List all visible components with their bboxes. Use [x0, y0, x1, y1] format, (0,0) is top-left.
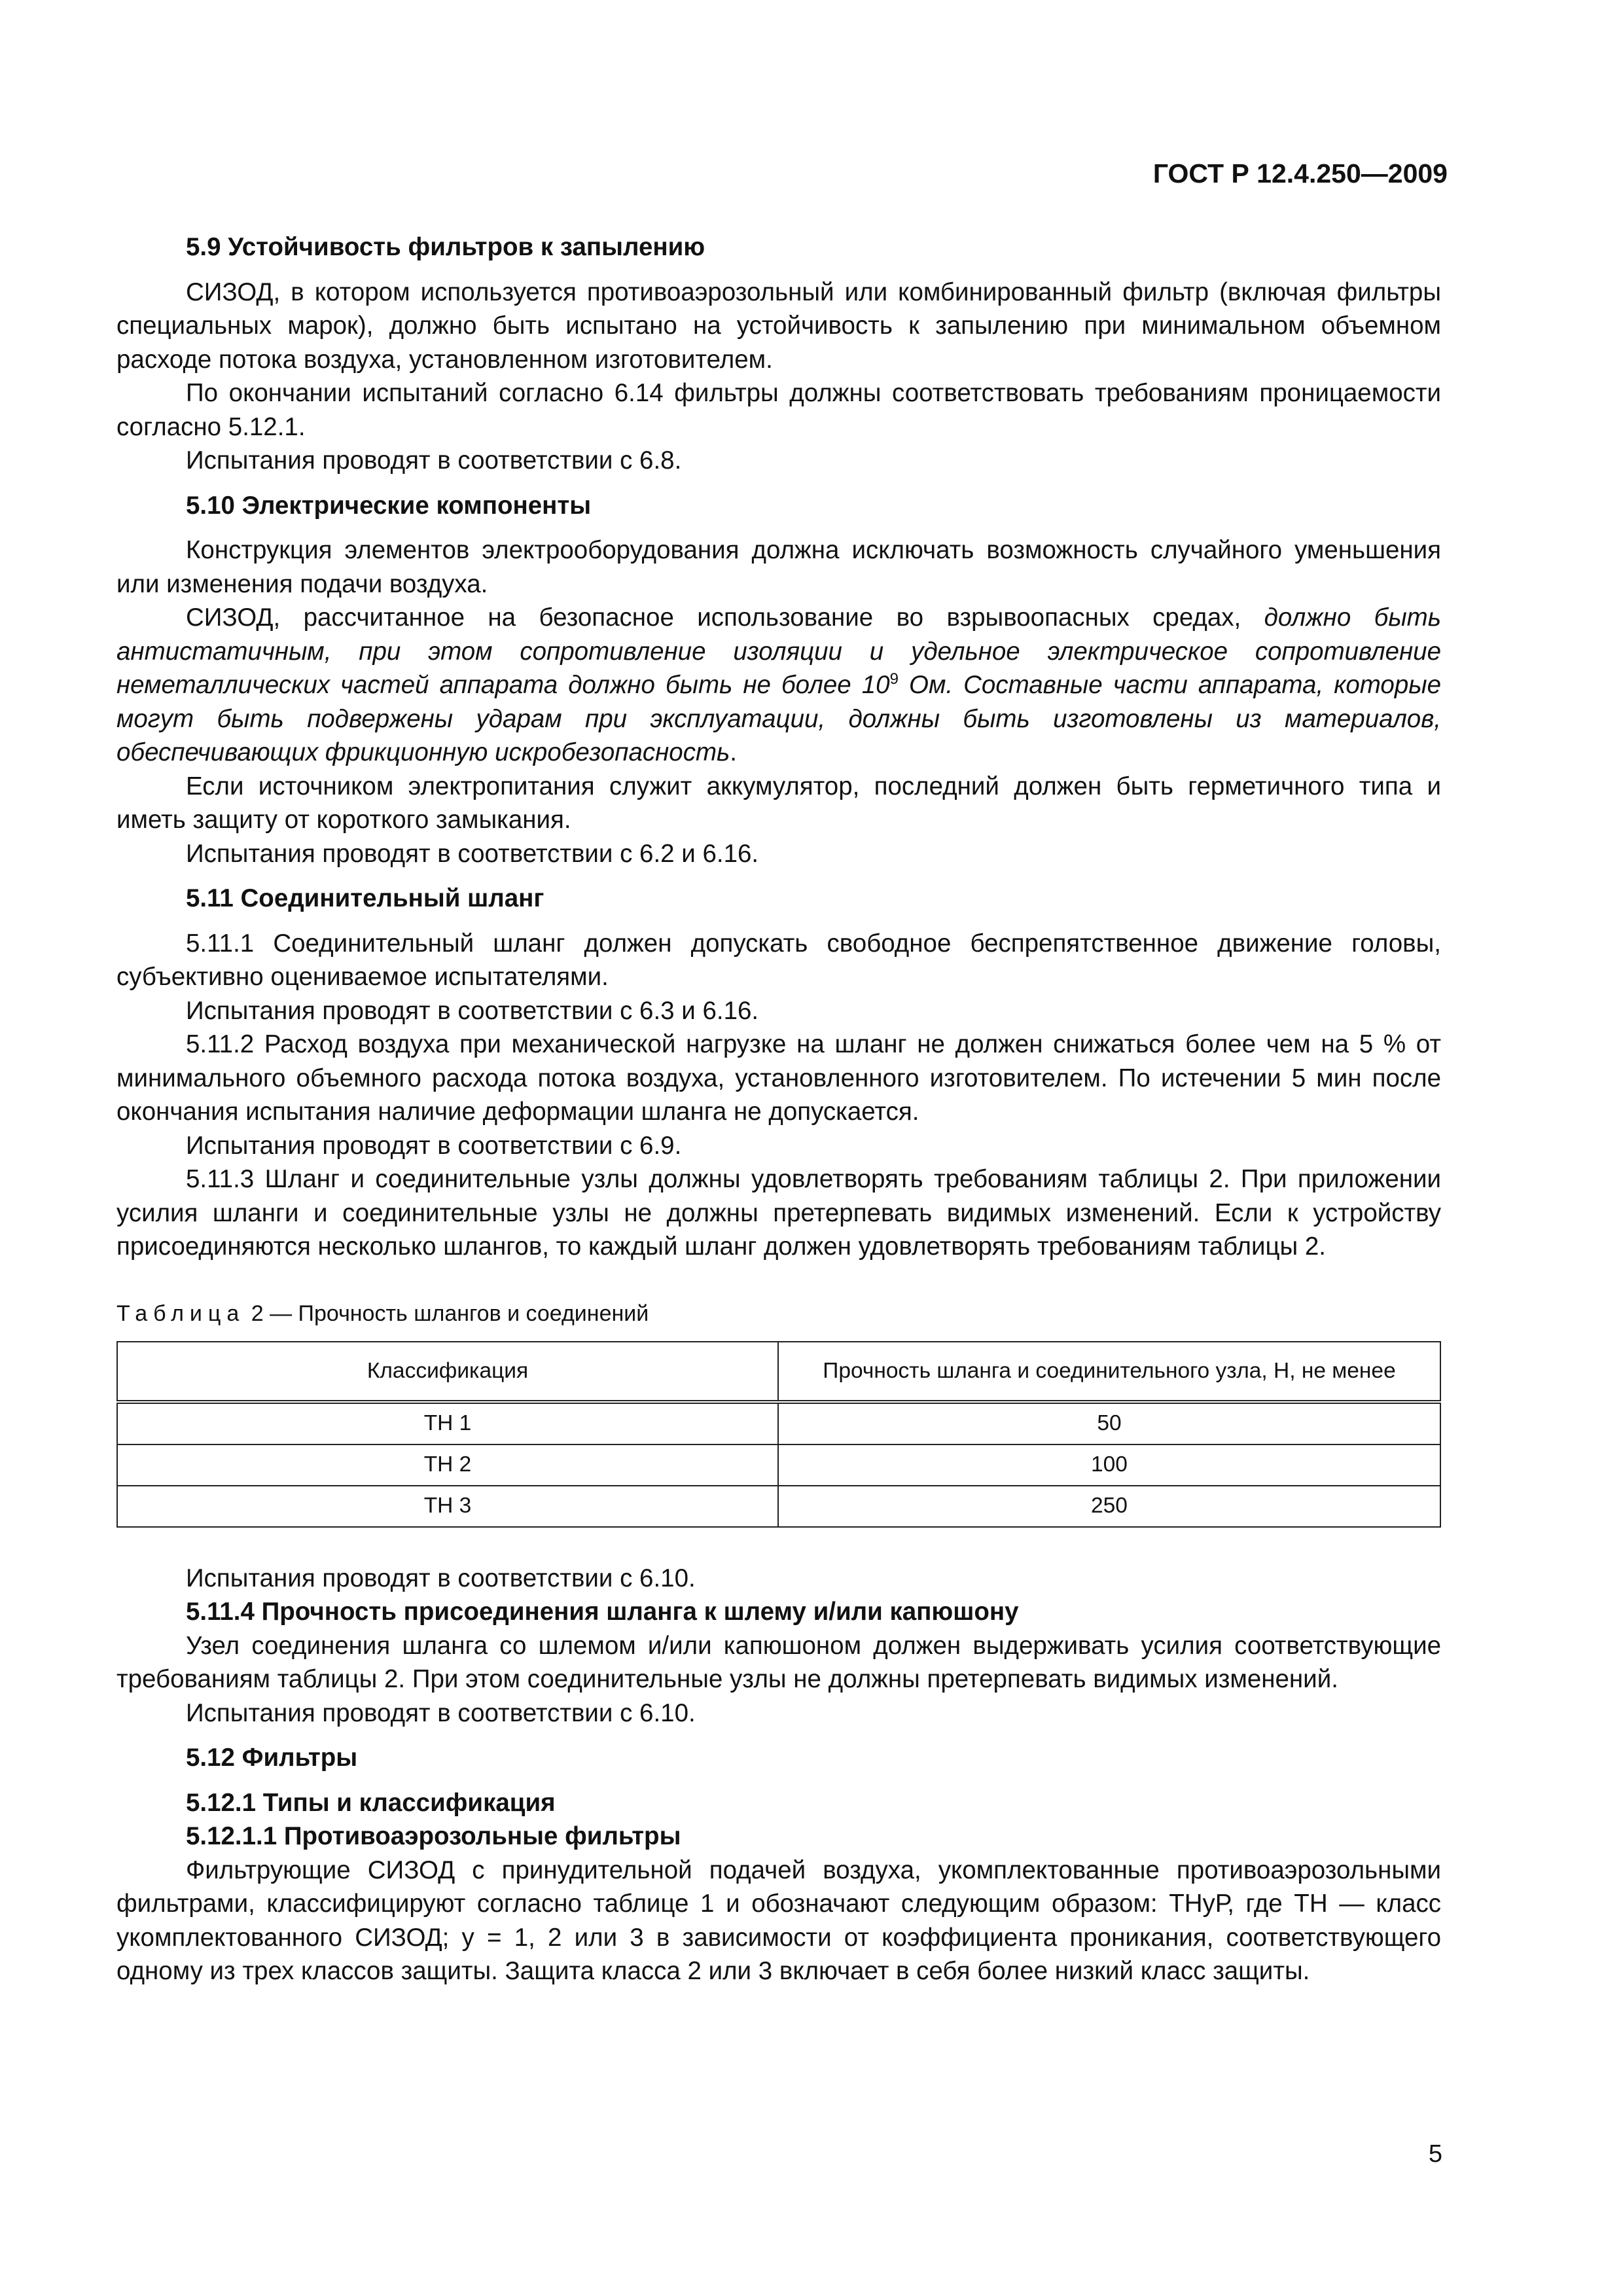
table-cell: ТН 3	[117, 1486, 778, 1527]
section-heading-5-12: 5.12 Фильтры	[186, 1744, 358, 1772]
table-cell: 50	[778, 1402, 1440, 1444]
paragraph: Испытания проводят в соответствии с 6.3 и 6.16.	[186, 996, 759, 1025]
paragraph-resistance	[116, 601, 1441, 770]
table-cell: ТН 2	[117, 1444, 778, 1486]
text-italic: должно быть антистатичным, при этом сопротивление изоляции и удельное электрическое сопротивление неметаллических частей аппарата должно быть не более 10	[116, 603, 1441, 699]
table-caption	[116, 1299, 1441, 1328]
table-caption-label: Таблица	[116, 1300, 245, 1326]
document-code-header: ГОСТ Р 12.4.250—2009	[1152, 158, 1448, 188]
text-regular: .	[730, 738, 737, 766]
section-heading-5-9: 5.9 Устойчивость фильтров к запылению	[186, 233, 705, 261]
paragraph: Испытания проводят в соответствии с 6.8.	[186, 446, 682, 475]
table-header-row	[117, 1342, 1440, 1402]
paragraph: Фильтрующие СИЗОД с принудительной подачей воздуха, укомплектованные противоаэрозольными фильтрами, классифицируют согласно таблице 1 и обозначают следующим образом: ТНуР, где ТН — класс укомплектованного СИЗОД; у = 1, 2 или 3 в зависимости от коэффициента проникания, соответствующего одному из трех классов защиты. Защита класса 2 или 3 включает в себя более низкий класс защиты.	[116, 1856, 1441, 1985]
page-number: 5	[1428, 2140, 1442, 2168]
paragraph: Испытания проводят в соответствии с 6.2 и 6.16.	[186, 839, 759, 868]
text-italic: Ом. Составные части аппарата, которые могут быть подвержены ударам при эксплуатации, должны быть изготовлены из материалов, обеспечивающих фрикционную искробезопасность	[116, 671, 1441, 766]
table-caption-text: 2 — Прочность шлангов и соединений	[245, 1300, 649, 1326]
table-row	[117, 1486, 1440, 1527]
paragraph: Испытания проводят в соответствии с 6.10.	[186, 1698, 696, 1727]
table-row	[117, 1444, 1440, 1486]
paragraph: Испытания проводят в соответствии с 6.10.	[186, 1564, 696, 1592]
section-heading-5-11-4: 5.11.4 Прочность присоединения шланга к шлему и/или капюшону	[186, 1598, 1019, 1626]
paragraph: 5.11.2 Расход воздуха при механической нагрузке на шланг не должен снижаться более чем на 5 % от минимального объемного расхода потока воздуха, установленного изготовителем. По истечении 5 мин после окончания испытания наличие деформации шланга не допускается.	[116, 1030, 1441, 1126]
paragraph: 5.11.1 Соединительный шланг должен допускать свободное беспрепятственное движение головы, субъективно оцениваемое испытателями.	[116, 929, 1441, 991]
table-row	[117, 1402, 1440, 1444]
table-header-cell: Классификация	[117, 1342, 778, 1402]
paragraph: По окончании испытаний согласно 6.14 фильтры должны соответствовать требованиям проницаемости согласно 5.12.1.	[116, 379, 1441, 441]
text-regular: СИЗОД, рассчитанное на безопасное использование во взрывоопасных средах,	[186, 603, 1264, 632]
paragraph: СИЗОД, в котором используется противоаэрозольный или комбинированный фильтр (включая фильтры специальных марок), должно быть испытано на устойчивость к запылению при минимальном объемном расходе потока воздуха, установленном изготовителем.	[116, 278, 1441, 374]
paragraph: Узел соединения шланга со шлемом и/или капюшоном должен выдерживать усилия соответствующие требованиям таблицы 2. При этом соединительные узлы не должны претерпевать видимых изменений.	[116, 1631, 1441, 1693]
table-header-cell: Прочность шланга и соединительного узла, Н, не менее	[778, 1342, 1440, 1402]
section-heading-5-12-1-1: 5.12.1.1 Противоаэрозольные фильтры	[186, 1822, 681, 1850]
section-heading-5-12-1: 5.12.1 Типы и классификация	[186, 1788, 556, 1817]
section-heading-5-10: 5.10 Электрические компоненты	[186, 491, 592, 520]
superscript: 9	[889, 670, 899, 689]
table-2	[116, 1341, 1441, 1528]
paragraph: Конструкция элементов электрооборудования должна исключать возможность случайного уменьшения или изменения подачи воздуха.	[116, 536, 1441, 598]
document-body	[116, 230, 1441, 1988]
table-cell: 250	[778, 1486, 1440, 1527]
paragraph: Если источником электропитания служит аккумулятор, последний должен быть герметичного типа и иметь защиту от короткого замыкания.	[116, 772, 1441, 834]
table-cell: 100	[778, 1444, 1440, 1486]
paragraph: 5.11.3 Шланг и соединительные узлы должны удовлетворять требованиям таблицы 2. При приложении усилия шланги и соединительные узлы не должны претерпевать видимых изменений. Если к устройству присоединяются несколько шлангов, то каждый шланг должен удовлетворять требованиям таблицы 2.	[116, 1165, 1441, 1261]
table-cell: ТН 1	[117, 1402, 778, 1444]
paragraph: Испытания проводят в соответствии с 6.9.	[186, 1131, 682, 1160]
section-heading-5-11: 5.11 Соединительный шланг	[186, 884, 544, 912]
